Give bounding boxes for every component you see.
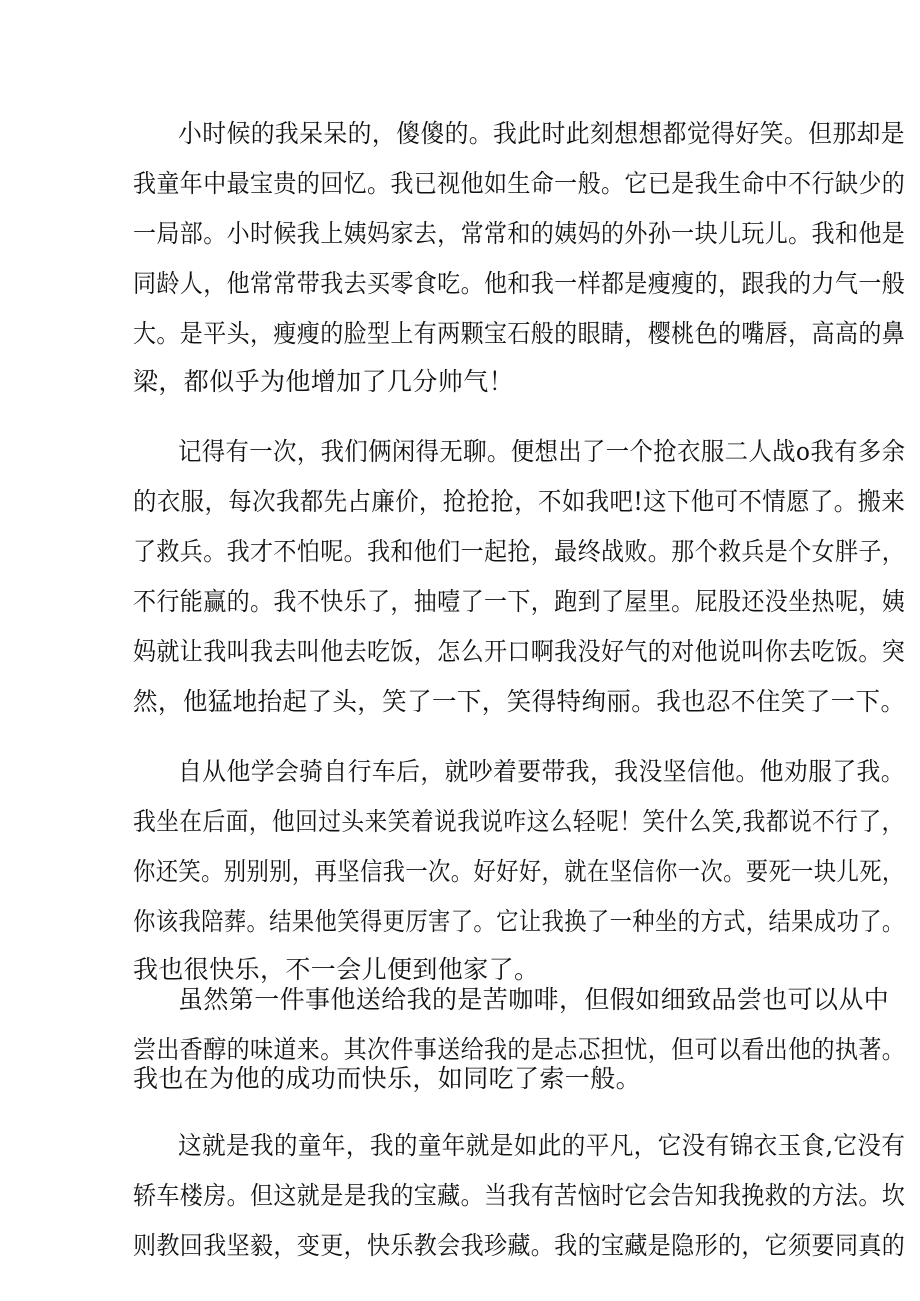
text-line: 这就是我的童年，我的童年就是如此的平凡，它没有锦衣玉食,它没有 xyxy=(178,1131,906,1160)
text-line: 了救兵。我才不怕呢。我和他们一起抢，最终战败。那个救兵是个女胖子， xyxy=(133,537,906,566)
text-line: 则教回我坚毅，变更，快乐教会我珍藏。我的宝藏是隐形的，它须要同真的 xyxy=(133,1231,906,1260)
text-line: 的衣服，每次我都先占廉价，抢抢抢，不如我吧!这下他可不情愿了。搬来 xyxy=(133,487,906,516)
text-line: 不行能赢的。我不快乐了，抽噎了一下，跑到了屋里。屁股还没坐热呢，姨 xyxy=(133,587,906,616)
text-line: 妈就让我叫我去叫他去吃饭，怎么开口啊我没好气的对他说叫你去吃饭。突 xyxy=(133,637,906,666)
text-line: 自从他学会骑自行车后，就吵着要带我，我没坚信他。他劝服了我。 xyxy=(178,757,906,786)
text-line: 梁，都似乎为他增加了几分帅气！ xyxy=(133,367,515,396)
text-line: 小时候的我呆呆的，傻傻的。我此时此刻想想都觉得好笑。但那却是 xyxy=(178,119,906,148)
text-line: 我也在为他的成功而快乐，如同吃了索一般。 xyxy=(133,1064,642,1093)
text-line: 大。是平头，瘦瘦的脸型上有两颗宝石般的眼睛，樱桃色的嘴唇，高高的鼻 xyxy=(133,319,906,348)
text-line: 虽然第一件事他送给我的是苦咖啡，但假如细致品尝也可以从中 xyxy=(178,985,890,1014)
text-line: 轿车楼房。但这就是是我的宝藏。当我有苦恼时它会告知我挽救的方法。坎 xyxy=(133,1181,906,1210)
text-line: 我童年中最宝贵的回忆。我已视他如生命一般。它已是我生命中不行缺少的 xyxy=(133,169,906,198)
text-line: 同龄人，他常常带我去买零食吃。他和我一样都是瘦瘦的，跟我的力气一般 xyxy=(133,269,906,298)
text-line: 记得有一次，我们俩闲得无聊。便想出了一个抢衣服二人战o我有多余 xyxy=(178,437,906,466)
text-line: 一局部。小时候我上姨妈家去，常常和的姨妈的外孙一块儿玩儿。我和他是 xyxy=(133,219,906,248)
text-line: 我也很快乐，不一会儿便到他家了。 xyxy=(133,955,540,984)
text-line: 然，他猛地抬起了头，笑了一下，笑得特绚丽。我也忍不住笑了一下。 xyxy=(133,687,906,716)
text-line: 你还笑。别别别，再坚信我一次。好好好，就在坚信你一次。要死一块儿死， xyxy=(133,857,905,886)
text-line: 你该我陪葬。结果他笑得更厉害了。它让我换了一种坐的方式，结果成功了。 xyxy=(133,907,905,936)
text-line: 我坐在后面，他回过头来笑着说我说咋这么轻呢！笑什么笑,我都说不行了， xyxy=(133,807,905,836)
text-line: 尝出香醇的味道来。其次件事送给我的是忐忑担忧，但可以看出他的执著。 xyxy=(133,1035,906,1064)
